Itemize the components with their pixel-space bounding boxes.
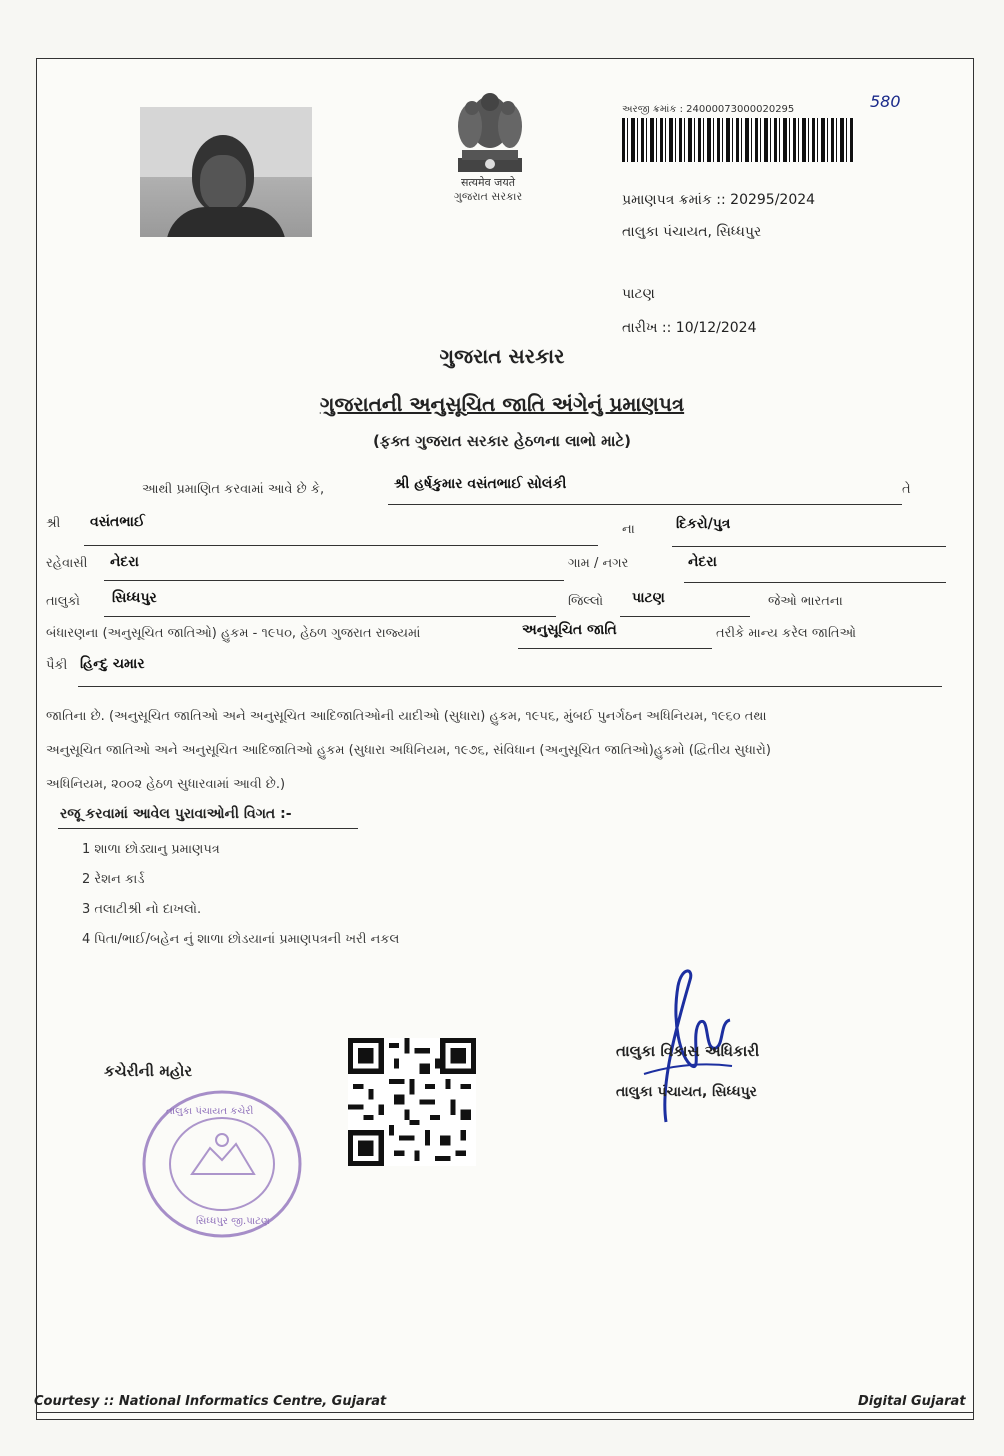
constitution-text: બંધારણના (અનુસૂચિત જાતિઓ) હુકમ - ૧૯૫૦, હેઠળ ગુજરાત રાજ્યમાં bbox=[46, 626, 421, 641]
certificate-title bbox=[0, 392, 1004, 416]
national-emblem-icon bbox=[440, 80, 540, 180]
applicant-photo bbox=[140, 107, 312, 237]
issue-date: તારીખ :: 10/12/2024 bbox=[622, 320, 757, 336]
issuing-office: તાલુકા પંચાયત, સિધ્ધપુર bbox=[622, 224, 762, 240]
legal-line-2: અનુસૂચિત જાતિઓ અને અનુસૂચિત આદિજાતિઓ હુકમ (સુધારા અધિનિયમ, ૧૯૭૬, સંવિધાન (અનુસૂચિત જાતિઓ)હુકમો (દ્વિતીય સુધારો) bbox=[46, 743, 771, 758]
qr-code-icon bbox=[348, 1038, 476, 1166]
emblem-caption bbox=[418, 176, 558, 204]
father-line bbox=[84, 545, 598, 546]
taluka-label: તાલુકો bbox=[46, 594, 81, 609]
applicant-name: શ્રી હર્ષકુમાર વસંતભાઈ સોલંકી bbox=[394, 476, 567, 492]
village-line bbox=[684, 582, 946, 583]
seal-text-top: તાલુકા પંચાયત કચેરી bbox=[166, 1106, 254, 1117]
govt-title: ગુજરાત સરકાર bbox=[439, 344, 565, 368]
seal-text-bottom: સિધ્ધપુર જી.પાટણ bbox=[196, 1216, 270, 1227]
legal-line-3: અધિનિયમ, ૨૦૦૨ હેઠળ સુધારવામાં આવી છે.) bbox=[46, 777, 286, 792]
legal-line-1: જાતિના છે. (અનુસૂચિત જાતિઓ અને અનુસૂચિત આદિજાતિઓની યાદીઓ (સુધારા) હુકમ, ૧૯૫૬, મુંબઈ પુનર્ગઠન અધિનિયમ, ૧૯૬૦ તથા bbox=[46, 709, 767, 724]
father-name: વસંતભાઈ bbox=[90, 514, 145, 530]
caste-line bbox=[78, 686, 942, 687]
evidence-item: 2 રેશન કાર્ડ bbox=[82, 872, 145, 887]
footer-rule bbox=[36, 1412, 974, 1413]
evidence-item: 3 તલાટીશ્રી નો દાખલો. bbox=[82, 902, 202, 917]
footer-digital-gujarat: Digital Gujarat bbox=[858, 1394, 966, 1409]
certify-text: આથી પ્રમાણિત કરવામાં આવે છે કે, bbox=[142, 482, 325, 497]
certificate-subtitle: (ફક્ત ગુજરાત સરકાર હેઠળના લાભો માટે) bbox=[372, 432, 632, 450]
category-line bbox=[518, 648, 712, 649]
na-label: ના bbox=[622, 522, 635, 537]
district-header: પાટણ bbox=[622, 286, 655, 302]
category-value: અનુસૂચિત જાતિ bbox=[522, 622, 617, 638]
evidence-heading: રજૂ કરવામાં આવેલ પુરાવાઓની વિગત :- bbox=[60, 806, 292, 822]
officer-title: તાલુકા વિકાસ અધિકારી bbox=[616, 1042, 760, 1060]
officer-office: તાલુકા પંચાયત, સિધ્ધપુર bbox=[616, 1084, 757, 1100]
certificate-number: પ્રમાણપત્ર ક્રમાંક :: 20295/2024 bbox=[622, 192, 816, 208]
relation: દિકરો/પુત્ર bbox=[676, 516, 731, 532]
handwritten-note: 580 bbox=[870, 92, 901, 111]
legal-paragraph bbox=[46, 700, 946, 802]
evidence-item: 1 શાળા છોડ્યાનુ પ્રમાણપત્ર bbox=[82, 842, 220, 857]
emblem-motto: सत्यमेव जयते bbox=[460, 176, 515, 189]
footer-courtesy: Courtesy :: National Informatics Centre, Gujarat bbox=[34, 1394, 387, 1409]
evidence-item: 4 પિતા/ભાઈ/બહેન નું શાળા છોડયાનાં પ્રમાણપત્રની ખરી નકલ bbox=[82, 932, 400, 947]
village-label: ગામ / નગર bbox=[568, 556, 629, 571]
certificate-title-text: ગુજરાતની અનુસૂચિત જાતિ અંગેનું પ્રમાણપત્ર bbox=[319, 392, 685, 416]
taluka-line bbox=[104, 616, 556, 617]
district-label: જિલ્લો bbox=[568, 594, 604, 609]
village-value: નેદરા bbox=[688, 554, 717, 570]
resident-value: નેદરા bbox=[110, 554, 139, 570]
caste-value: હિન્દુ ચમાર bbox=[80, 656, 145, 672]
evidence-underline bbox=[58, 828, 358, 829]
resident-label: રહેવાસી bbox=[46, 556, 88, 571]
emblem-govt: ગુજરાત સરકાર bbox=[453, 190, 523, 203]
resident-line bbox=[104, 580, 564, 581]
shri-label: શ્રી bbox=[46, 516, 61, 531]
relation-line bbox=[672, 546, 946, 547]
te-label: તે bbox=[902, 482, 911, 497]
district-line bbox=[620, 616, 750, 617]
among-label: પૈકી bbox=[46, 658, 68, 673]
name-line bbox=[388, 504, 902, 505]
office-seal-label: કચેરીની મહોર bbox=[104, 1062, 193, 1080]
application-number: અરજી ક્રમાંક : 24000073000020295 bbox=[622, 104, 795, 115]
district-value: પાટણ bbox=[632, 590, 665, 606]
recognised-text: તરીકે માન્ય કરેલ જાતિઓ bbox=[716, 626, 857, 641]
taluka-value: સિધ્ધપુર bbox=[112, 590, 157, 606]
barcode bbox=[622, 118, 854, 162]
india-text: જેઓ ભારતના bbox=[768, 594, 843, 609]
